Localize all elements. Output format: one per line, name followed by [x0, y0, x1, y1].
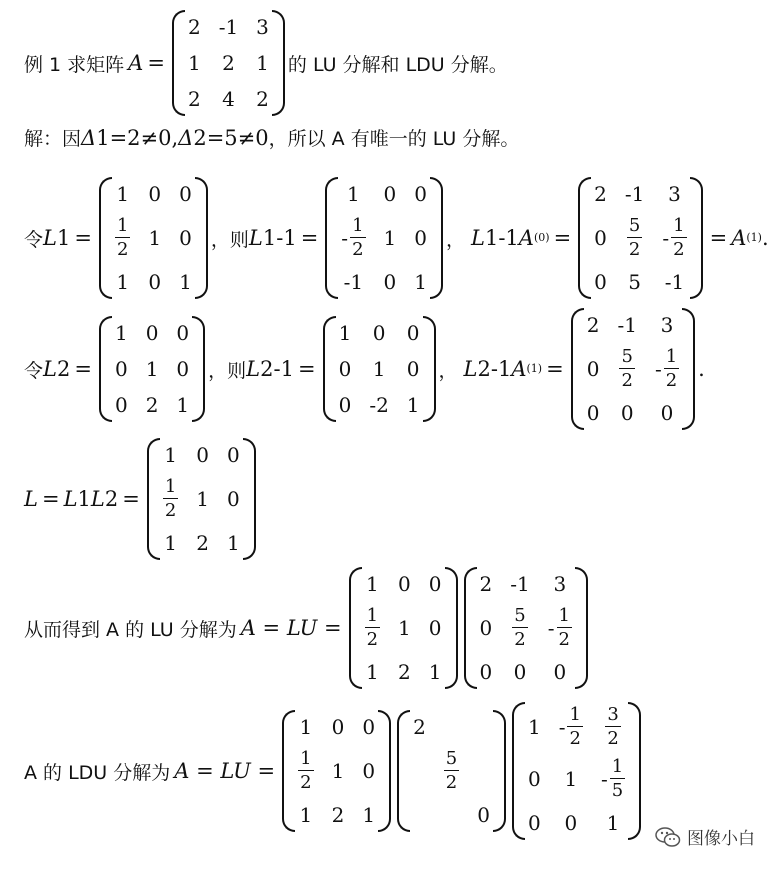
matrix-cell: 0: [148, 182, 162, 206]
fraction: $\frac{1}{2}$: [300, 748, 312, 793]
step2-eq: =: [74, 357, 92, 381]
L2-symbol: L: [43, 357, 57, 381]
left-paren: [512, 702, 525, 840]
matrix-grid: [410, 710, 493, 832]
fraction: $\frac{1}{2}$: [116, 215, 129, 260]
matrix-cell: 0: [660, 401, 674, 425]
matrix-cell: 0: [362, 715, 376, 739]
example-eq: =: [147, 51, 165, 75]
step1-sep: ，: [445, 228, 465, 251]
delta-1: Δ: [81, 125, 97, 150]
right-paren: [682, 308, 695, 430]
matrix-cell: - $\frac{1}{2}$: [662, 215, 685, 260]
L-a-symbol: L: [63, 487, 78, 511]
fraction: $\frac{1}{2}$: [569, 704, 581, 749]
matrix-cell: 1: [116, 270, 130, 294]
matrix-cell: [298, 750, 313, 792]
matrix-cell: 0: [176, 321, 190, 345]
matrix-cell: 0: [372, 321, 386, 345]
L1inv-symbol-2: L: [471, 226, 485, 250]
matrix-cell: 0: [594, 226, 607, 250]
matrix-cell: 2: [187, 87, 201, 111]
matrix-grid: [362, 567, 445, 689]
L2inv-symbol-2: L: [463, 357, 478, 381]
matrix-cell: 0: [477, 803, 490, 827]
matrix-cell: [163, 478, 178, 520]
matrix-cell: 2: [145, 393, 159, 417]
matrix-cell: - $\frac{1}{5}$: [600, 756, 624, 801]
L-b-symbol: L: [90, 487, 105, 511]
matrix-grid: [112, 177, 195, 299]
matrix-cell: [444, 750, 459, 792]
step2-end: .: [698, 357, 705, 381]
matrix-cell: 1: [299, 715, 313, 739]
wechat-icon: [655, 826, 681, 848]
L2inv-symbol: L: [246, 357, 261, 381]
matrix-cell: -1: [617, 313, 637, 337]
matrix-cell: 1: [406, 393, 420, 417]
matrix-cell: 1: [606, 811, 620, 835]
matrix-cell: 0: [527, 767, 541, 791]
matrix-cell: 0: [179, 226, 192, 250]
solution-prefix: 解：因: [24, 128, 82, 150]
matrix-cell: 1: [148, 226, 162, 250]
matrix-cell: 0: [331, 715, 345, 739]
matrix-cell: 0: [179, 182, 192, 206]
step1-eq: =: [74, 226, 92, 250]
matrix-cell: 3: [660, 313, 674, 337]
matrix-cell: 3: [668, 182, 681, 206]
right-paren: [378, 710, 391, 832]
matrix-LDU-L: [282, 710, 391, 832]
delta-2-value: =5≠0: [206, 125, 269, 150]
matrix-cell: 3: [256, 15, 269, 39]
matrix-cell: [627, 217, 642, 259]
matrix-cell: 0: [428, 616, 442, 640]
matrix-cell: -1: [510, 572, 530, 596]
matrix-A: [172, 10, 285, 116]
left-paren: [282, 710, 295, 832]
fraction: $\frac{1}{2}$: [352, 215, 364, 260]
matrix-cell: 2: [222, 51, 235, 75]
matrix-cell: 1: [564, 767, 578, 791]
matrix-grid: [591, 177, 689, 299]
ldu-result-prefix: A 的 LDU 分解为: [24, 761, 171, 784]
example-prefix: 例 1 求矩阵: [24, 53, 125, 76]
matrix-cell: 0: [114, 357, 128, 381]
matrix-cell: 1: [299, 803, 313, 827]
solution-suffix: ，所以 A 有唯一的 LU 分解。: [268, 128, 520, 150]
matrix-grid: [160, 438, 243, 560]
matrix-cell: [365, 607, 380, 649]
matrix-cell: - $\frac{1}{2}$: [341, 215, 364, 260]
step1-eq-2: =: [300, 226, 319, 250]
right-paren: [272, 10, 285, 116]
matrix-cell: 1: [362, 803, 376, 827]
matrix-cell: 0: [227, 487, 240, 511]
matrix-cell: -1: [218, 15, 239, 39]
fraction: $\frac{5}{2}$: [628, 215, 641, 260]
A0-symbol: A: [518, 226, 534, 250]
step2-line: 令 L 2 = 1 0 0 0 1 0 0 2 1 ，则 L 2 -1 = 1 0 0 0 1 0 0 -2 1 ， L 2 -1 A (1) = 2 -1 3 0 $\frac{5}{2}$ - $\frac{1}{2}$ 0 0 0 .: [24, 308, 705, 430]
matrix-LU-L: [349, 567, 458, 689]
matrix-cell: 0: [513, 660, 527, 684]
lu-result-line: [24, 567, 591, 689]
matrix-L1-inverse: [325, 177, 443, 299]
matrix-cell: 4: [222, 87, 235, 111]
left-paren: [571, 308, 584, 430]
matrix-grid: [584, 308, 682, 430]
matrix-cell: 0: [428, 572, 442, 596]
matrix-cell: 2: [479, 572, 493, 596]
right-paren: [430, 177, 443, 299]
matrix-cell: 0: [362, 759, 376, 783]
step1-line: 令 L 1 = 1 0 0 $\frac{1}{2}$ 1 0 1 0 1 ，则 L 1 -1 = 1 0 0 - $\frac{1}{2}$ 1 0 -1 0 1 ， L 1 -1 A (0) = 2 -1 3 0 $\frac{5}{2}$ - $\frac{1}{2}$ 0 5 -1 = A (1) .: [24, 177, 769, 299]
left-paren: [349, 567, 362, 689]
matrix-cell: 0: [148, 270, 162, 294]
left-paren: [323, 316, 336, 422]
matrix-cell: 1: [383, 226, 397, 250]
right-paren: [690, 177, 703, 299]
fraction: $\frac{1}{2}$: [366, 605, 379, 650]
matrix-cell: [619, 348, 634, 390]
matrix-cell: 1: [414, 270, 427, 294]
matrix-cell: 0: [620, 401, 634, 425]
matrix-cell: 1: [256, 51, 269, 75]
matrix-cell: 2: [413, 715, 426, 739]
matrix-LDU-U: [512, 702, 641, 840]
matrix-cell: -2: [369, 393, 389, 417]
matrix-cell: 1: [347, 182, 360, 206]
matrix-cell: 0: [586, 401, 600, 425]
matrix-cell: 1: [365, 572, 379, 596]
left-paren: [397, 710, 410, 832]
lu-result-prefix: 从而得到 A 的 LU 分解为: [24, 618, 237, 641]
right-paren: [445, 567, 458, 689]
left-paren: [147, 438, 160, 560]
matrix-cell: 1: [179, 270, 192, 294]
example-lhs: A: [128, 51, 144, 75]
matrix-cell: 2: [196, 531, 210, 555]
left-paren: [578, 177, 591, 299]
matrix-cell: -1: [343, 270, 364, 294]
matrix-cell: 1: [187, 51, 201, 75]
matrix-grid: [295, 710, 378, 832]
right-paren: [493, 710, 506, 832]
delta-2: Δ: [178, 125, 194, 150]
matrix-cell: 1: [145, 357, 159, 381]
l-product-line: L = L 1 L 2 = 1 0 0 $\frac{1}{2}$ 1 0 1 2 1: [24, 438, 259, 560]
delta-1-value: =2≠0,: [109, 125, 179, 150]
matrix-cell: - $\frac{1}{2}$: [547, 605, 570, 650]
matrix-cell: 0: [479, 616, 493, 640]
step1-let: 令: [24, 228, 44, 251]
matrix-cell: 1: [428, 660, 442, 684]
matrix-cell: 1: [176, 393, 190, 417]
fraction: $\frac{5}{2}$: [514, 605, 526, 650]
matrix-cell: 0: [414, 226, 427, 250]
left-paren: [99, 316, 112, 422]
matrix-A1: [578, 177, 702, 299]
fraction: $\frac{5}{2}$: [445, 748, 458, 793]
matrix-grid: [477, 567, 575, 689]
L1-symbol: L: [43, 226, 57, 250]
step2-eq-3: =: [546, 357, 564, 381]
matrix-cell: 0: [586, 357, 600, 381]
step2-eq-2: =: [297, 357, 316, 381]
left-paren: [99, 177, 112, 299]
fraction: $\frac{1}{5}$: [611, 756, 624, 801]
matrix-L2: [99, 316, 205, 422]
matrix-cell: 0: [398, 572, 411, 596]
matrix-cell: 1: [331, 759, 345, 783]
matrix-cell: 0: [338, 357, 352, 381]
matrix-cell: 2: [594, 182, 607, 206]
ldu-result-expr: A = LU =: [174, 759, 276, 783]
matrix-cell: 0: [196, 443, 210, 467]
matrix-LU-U: [464, 567, 588, 689]
matrix-cell: 1: [338, 321, 352, 345]
step2-then: ，则: [208, 359, 247, 382]
fraction: $\frac{1}{2}$: [558, 605, 570, 650]
matrix-cell: 0: [383, 182, 397, 206]
matrix-cell: 2: [256, 87, 269, 111]
left-paren: [172, 10, 185, 116]
example-line: [24, 10, 508, 116]
matrix-cell: 2: [586, 313, 600, 337]
matrix-cell: 2: [331, 803, 345, 827]
fraction: $\frac{1}{2}$: [665, 346, 678, 391]
step2-let: 令: [24, 359, 44, 382]
matrix-A2: [571, 308, 695, 430]
matrix-grid: [185, 10, 272, 116]
matrix-grid: [338, 177, 430, 299]
matrix-L: [147, 438, 256, 560]
matrix-cell: 1: [365, 660, 379, 684]
matrix-cell: 2: [187, 15, 201, 39]
right-paren: [628, 702, 641, 840]
matrix-cell: 0: [406, 321, 420, 345]
matrix-cell: [512, 607, 527, 649]
L1inv-symbol: L: [248, 226, 263, 250]
matrix-cell: 0: [594, 270, 607, 294]
matrix-cell: 0: [145, 321, 159, 345]
matrix-cell: - $\frac{1}{2}$: [558, 704, 581, 749]
right-paren: [423, 316, 436, 422]
matrix-grid: [336, 316, 423, 422]
matrix-cell: 1: [116, 182, 130, 206]
l-product-eq: =: [41, 487, 60, 511]
matrix-cell: 1: [398, 616, 411, 640]
right-paren: [195, 177, 208, 299]
lu-result-expr: A = LU =: [240, 616, 342, 640]
matrix-grid: [112, 316, 192, 422]
matrix-cell: 0: [227, 443, 240, 467]
step1-eq-3: =: [553, 226, 572, 250]
solution-line: 解：因 Δ 1 =2≠0, Δ 2 =5≠0 ，所以 A 有唯一的 LU 分解。: [24, 125, 520, 150]
matrix-cell: 1: [372, 357, 386, 381]
matrix-cell: - $\frac{1}{2}$: [654, 346, 678, 391]
matrix-LDU-D: [397, 710, 506, 832]
matrix-cell: 3: [553, 572, 567, 596]
right-paren: [575, 567, 588, 689]
matrix-grid: [525, 702, 628, 840]
matrix-cell: 0: [383, 270, 397, 294]
matrix-cell: 1: [227, 531, 240, 555]
watermark-text: 图像小白: [687, 829, 755, 849]
matrix-cell: 5: [628, 270, 642, 294]
matrix-cell: 2: [398, 660, 411, 684]
matrix-L2-inverse: [323, 316, 436, 422]
fraction: $\frac{1}{2}$: [673, 215, 685, 260]
ldu-result-line: [24, 702, 644, 840]
matrix-cell: 0: [553, 660, 567, 684]
matrix-cell: [605, 706, 620, 748]
right-paren: [243, 438, 256, 560]
step1-eq-4: =: [709, 226, 728, 250]
fraction: $\frac{5}{2}$: [621, 346, 633, 391]
example-suffix: 的 LU 分解和 LDU 分解。: [287, 53, 508, 76]
matrix-cell: 1: [164, 531, 177, 555]
matrix-cell: 1: [196, 487, 210, 511]
matrix-L1: [99, 177, 208, 299]
matrix-cell: [115, 217, 130, 259]
step1-then: ，则: [210, 228, 249, 251]
fraction: $\frac{1}{2}$: [164, 476, 177, 521]
matrix-cell: 0: [414, 182, 427, 206]
L-symbol: L: [24, 487, 38, 511]
matrix-cell: 1: [527, 715, 541, 739]
matrix-cell: 1: [114, 321, 128, 345]
matrix-cell: -1: [624, 182, 645, 206]
left-paren: [464, 567, 477, 689]
matrix-cell: 0: [406, 357, 420, 381]
left-paren: [325, 177, 338, 299]
matrix-cell: 0: [527, 811, 541, 835]
matrix-cell: 0: [479, 660, 493, 684]
l-product-eq-2: =: [122, 487, 140, 511]
A1-symbol: A: [731, 226, 747, 250]
matrix-cell: 0: [338, 393, 352, 417]
step2-sep: ，: [438, 359, 458, 382]
right-paren: [192, 316, 205, 422]
matrix-cell: 0: [564, 811, 578, 835]
matrix-cell: 1: [164, 443, 177, 467]
fraction: $\frac{3}{2}$: [607, 704, 619, 749]
matrix-cell: 0: [176, 357, 190, 381]
matrix-cell: -1: [664, 270, 685, 294]
matrix-cell: 0: [114, 393, 128, 417]
watermark: [655, 824, 755, 849]
A1-symbol-2: A: [511, 357, 527, 381]
step1-end: .: [761, 226, 769, 250]
